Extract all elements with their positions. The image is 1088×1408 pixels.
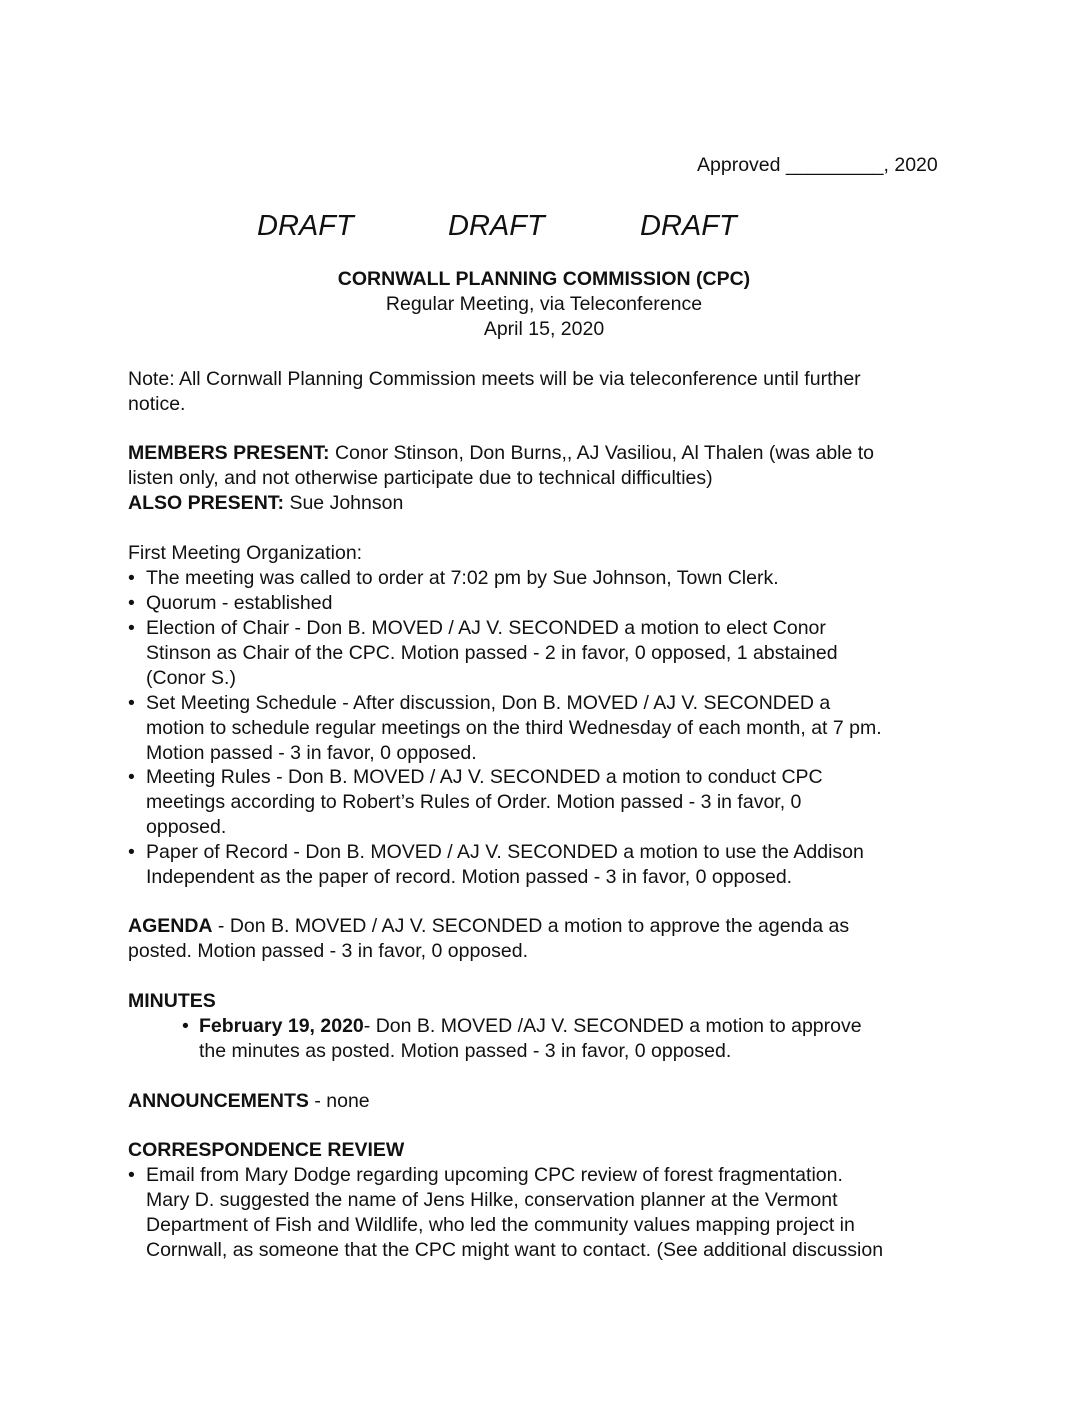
list-item-continuation: meetings according to Robert’s Rules of Order. Motion passed - 3 in favor, 0 [146, 791, 802, 813]
list-item: Election of Chair - Don B. MOVED / AJ V. SECONDED a motion to elect Conor [146, 617, 826, 639]
list-bullet: • [128, 692, 135, 714]
list-item: Meeting Rules - Don B. MOVED / AJ V. SECONDED a motion to conduct CPC [146, 766, 823, 788]
list-bullet: • [128, 841, 135, 863]
minutes-heading: MINUTES [128, 990, 216, 1012]
minutes-item-continuation: the minutes as posted. Motion passed - 3 in favor, 0 opposed. [199, 1040, 732, 1062]
members-present-list: Conor Stinson, Don Burns,, AJ Vasiliou, Al Thalen (was able to [329, 442, 875, 464]
list-item: Set Meeting Schedule - After discussion, Don B. MOVED / AJ V. SECONDED a [146, 692, 831, 714]
list-item-continuation: Stinson as Chair of the CPC. Motion passed - 2 in favor, 0 opposed, 1 abstained [146, 642, 838, 664]
agenda-label: AGENDA [128, 915, 213, 937]
list-item-continuation: (Conor S.) [146, 667, 236, 689]
draft-mark-3: DRAFT [640, 210, 737, 242]
list-item-continuation: opposed. [146, 816, 227, 838]
draft-mark-1: DRAFT [257, 210, 354, 242]
document-title: CORNWALL PLANNING COMMISSION (CPC) [337, 268, 751, 290]
also-present-value: Sue Johnson [284, 492, 404, 514]
minutes-item-date: February 19, 2020 [199, 1015, 364, 1037]
agenda-section [128, 914, 849, 939]
meeting-date: April 15, 2020 [483, 318, 605, 340]
members-present-line-2: listen only, and not otherwise participate due to technical difficulties) [128, 467, 713, 489]
members-present [128, 441, 874, 466]
list-item-continuation: Motion passed - 3 in favor, 0 opposed. [146, 742, 477, 764]
correspondence-item-continuation: Department of Fish and Wildlife, who led the community values mapping project in [146, 1214, 855, 1236]
draft-mark-2: DRAFT [448, 210, 545, 242]
correspondence-item: Email from Mary Dodge regarding upcoming CPC review of forest fragmentation. [146, 1164, 843, 1186]
correspondence-item-continuation: Cornwall, as someone that the CPC might want to contact. (See additional discussion [146, 1239, 884, 1261]
note-line-2: notice. [128, 393, 186, 415]
list-bullet: • [128, 766, 135, 788]
list-bullet: • [128, 567, 135, 589]
approval-line [697, 153, 938, 178]
list-item: Paper of Record - Don B. MOVED / AJ V. SECONDED a motion to use the Addison [146, 841, 864, 863]
agenda-text: - Don B. MOVED / AJ V. SECONDED a motion to approve the agenda as [212, 915, 850, 937]
list-bullet: • [128, 1164, 135, 1186]
list-item: The meeting was called to order at 7:02 pm by Sue Johnson, Town Clerk. [146, 567, 779, 589]
also-present [128, 491, 403, 516]
announcements-value: - none [308, 1090, 370, 1112]
approval-label: Approved [697, 154, 781, 176]
correspondence-heading: CORRESPONDENCE REVIEW [128, 1139, 405, 1161]
approval-year: , 2020 [883, 154, 938, 176]
minutes-item-text: - Don B. MOVED /AJ V. SECONDED a motion to approve [363, 1015, 862, 1037]
correspondence-item-continuation: Mary D. suggested the name of Jens Hilke, conservation planner at the Vermont [146, 1189, 838, 1211]
approval-date-blank: _________ [785, 154, 884, 176]
list-item: Quorum - established [146, 592, 333, 614]
also-present-label: ALSO PRESENT: [128, 492, 285, 514]
agenda-text-line-2: posted. Motion passed - 3 in favor, 0 opposed. [128, 940, 529, 962]
members-present-label: MEMBERS PRESENT: [128, 442, 330, 464]
document-subtitle: Regular Meeting, via Teleconference [385, 293, 703, 315]
minutes-item [199, 1014, 862, 1039]
list-item-continuation: Independent as the paper of record. Motion passed - 3 in favor, 0 opposed. [146, 866, 793, 888]
list-item-continuation: motion to schedule regular meetings on the third Wednesday of each month, at 7 pm. [146, 717, 882, 739]
organization-heading: First Meeting Organization: [128, 542, 363, 564]
list-bullet: • [182, 1015, 189, 1037]
announcements-label: ANNOUNCEMENTS [128, 1090, 309, 1112]
list-bullet: • [128, 617, 135, 639]
note-line-1: Note: All Cornwall Planning Commission meets will be via teleconference until further [128, 368, 861, 390]
announcements-section [128, 1089, 370, 1114]
list-bullet: • [128, 592, 135, 614]
